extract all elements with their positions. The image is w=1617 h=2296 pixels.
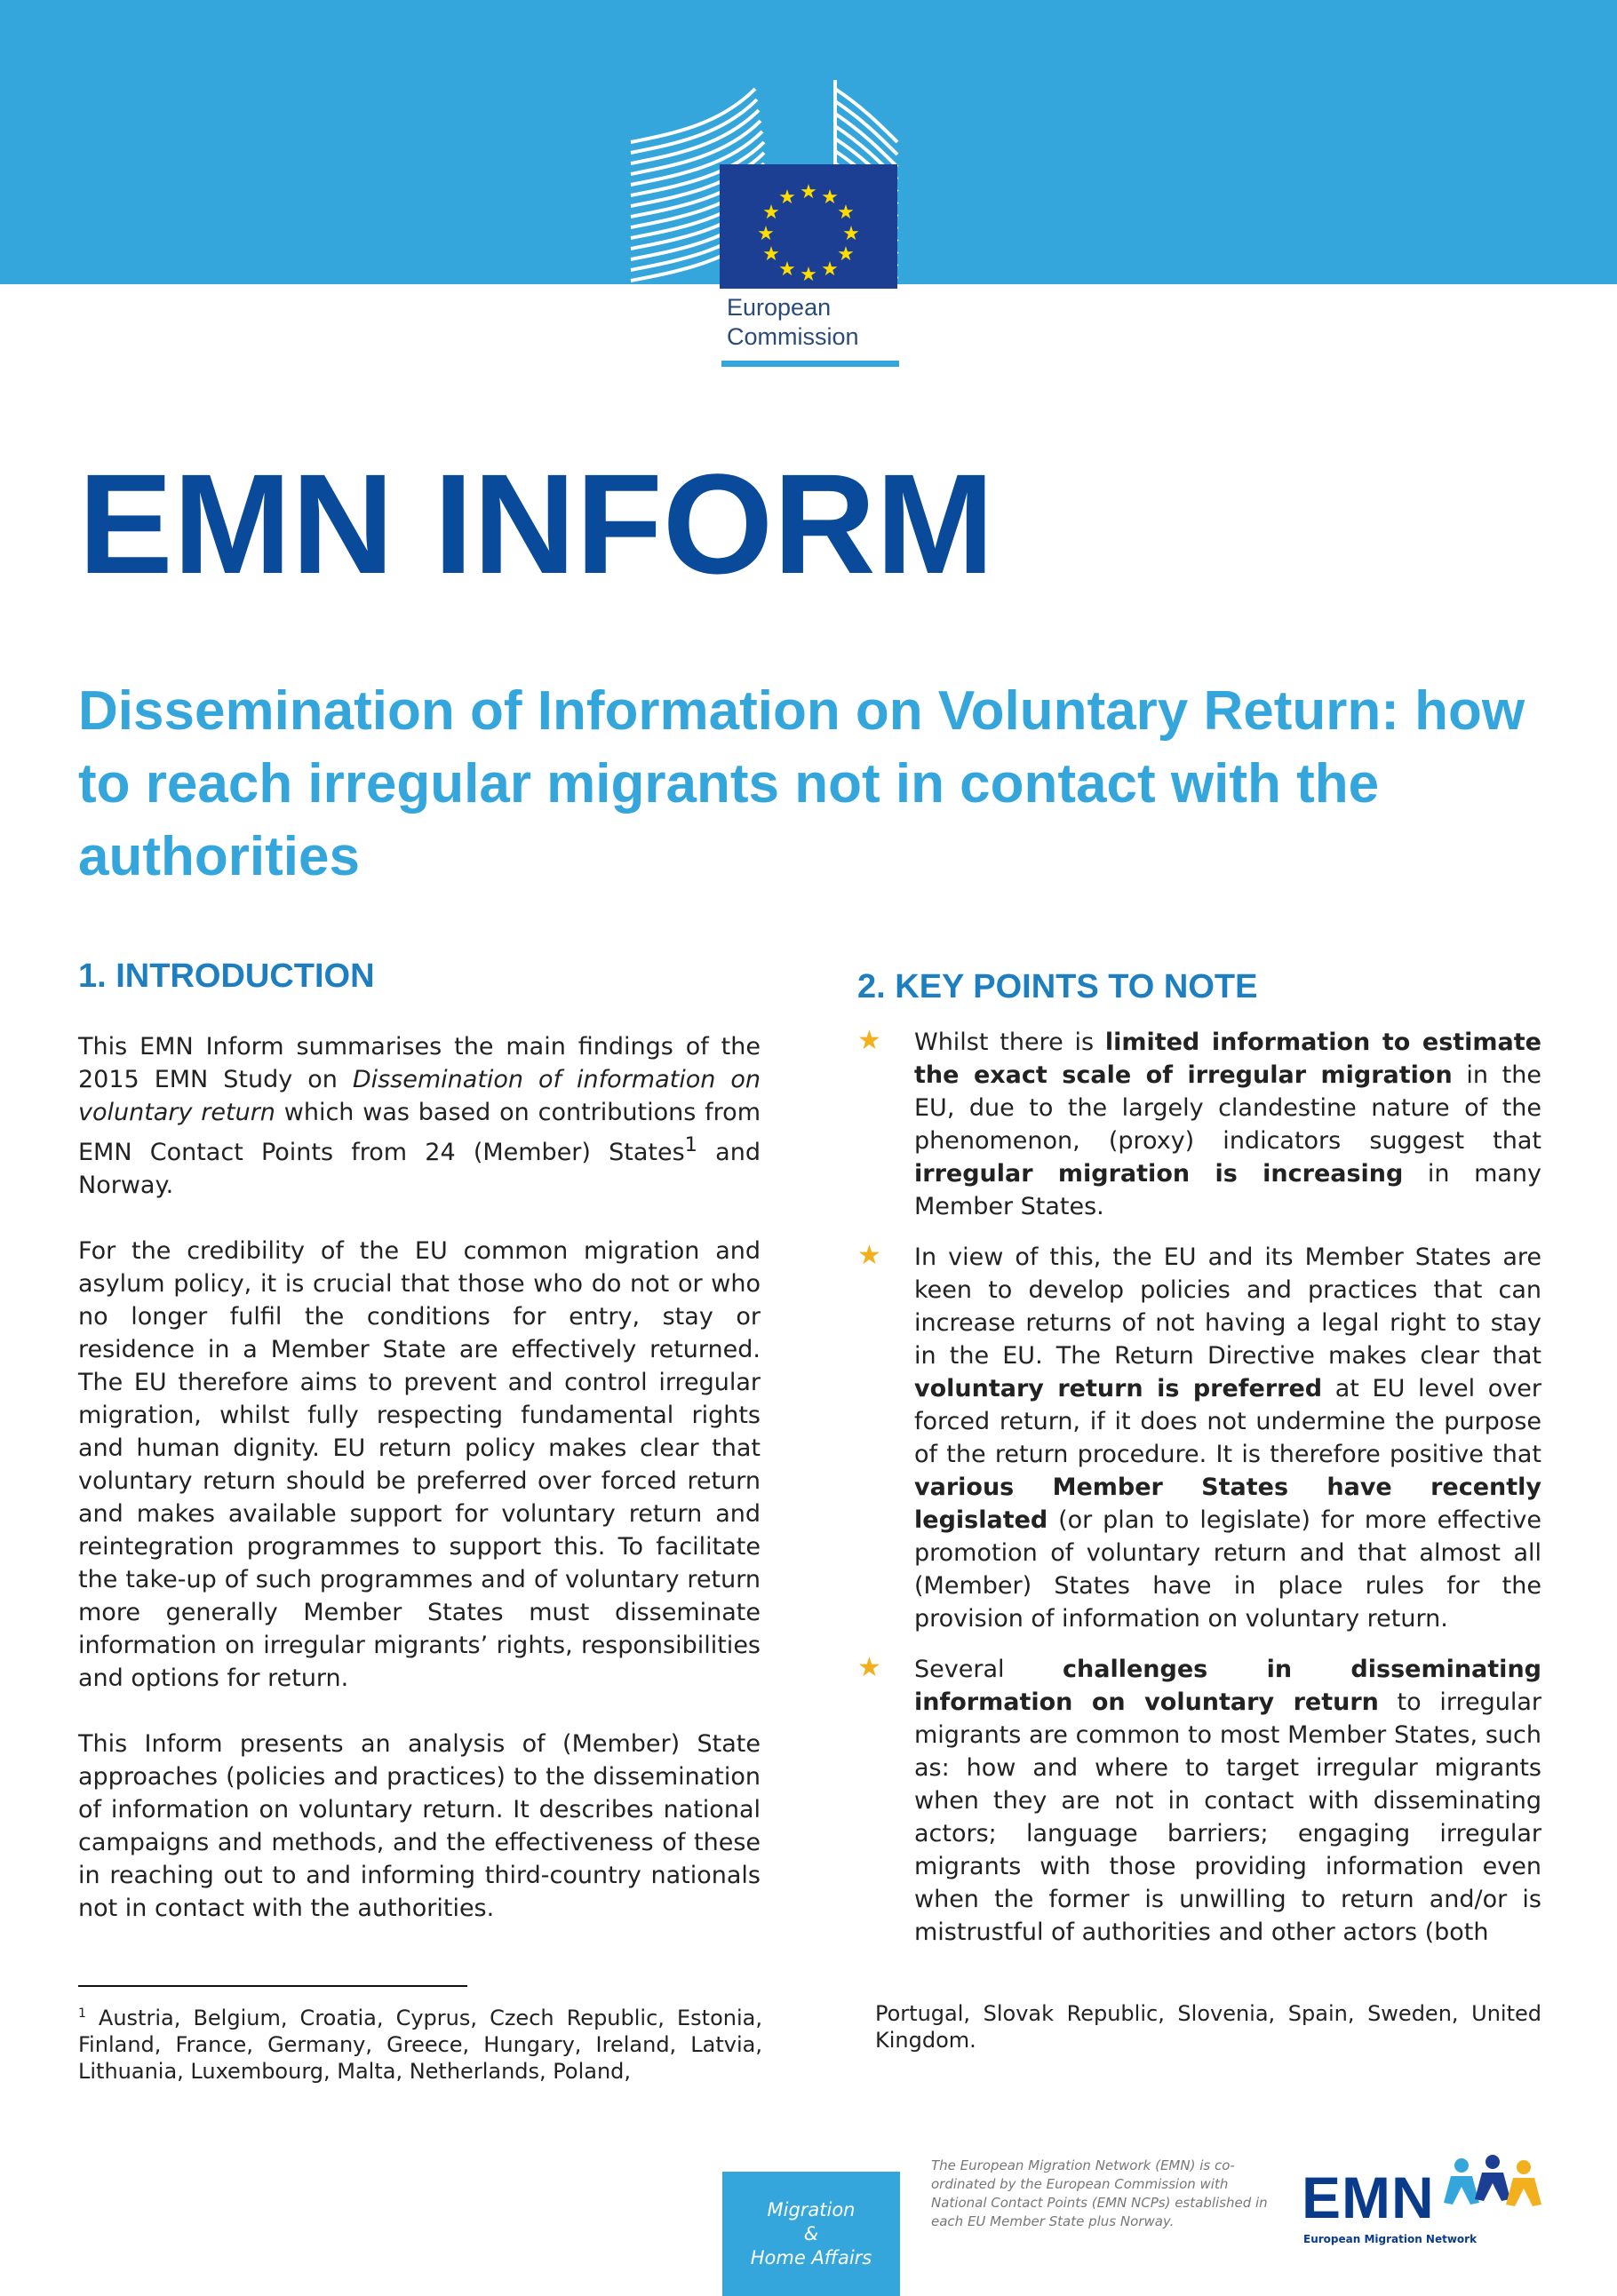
page-subtitle: Dissemination of Information on Voluntary Return: how to reach irregular migrants not in contact with the authorities: [78, 680, 1525, 887]
svg-text:★: ★: [778, 258, 796, 281]
key-points-heading: 2. KEY POINTS TO NOTE: [857, 968, 1258, 1005]
svg-text:★: ★: [821, 187, 839, 209]
footnote-divider: [78, 1985, 467, 1987]
european-commission-logo: [622, 71, 906, 373]
emn-logo: [1302, 2149, 1541, 2256]
emn-coordination-note: The European Migration Network (EMN) is co-ordinated by the European Commission with National Contact Points (EMN NCPs) established in each EU Member State plus Norway.: [931, 2157, 1268, 2229]
svg-text:★: ★: [837, 243, 855, 266]
kp2-text-3: (or plan to legislate) for more effective promotion of voluntary return and that almost all (Member) States have in place rules for the provision of information on voluntary return.: [914, 1506, 1541, 1633]
svg-text:★: ★: [757, 223, 775, 245]
kp3-text-2: to irregular migrants are common to most Member States, such as: how and where to target irregular migrants when they are not in contact with disseminating actors; language barriers; engaging irregular migrants with those providing information even when the former is unwilling to return and/or is mistrustful of authorities and other actors (both: [914, 1688, 1541, 1946]
svg-text:★: ★: [762, 243, 780, 266]
svg-text:★: ★: [762, 202, 780, 224]
key-points-column: [857, 1026, 1541, 1966]
svg-text:★: ★: [837, 202, 855, 224]
kp2-bold-1: voluntary return is preferred: [914, 1375, 1323, 1402]
intro-p1-text-c: and Norway.: [78, 1139, 761, 1199]
star-bullet-icon: ★: [857, 1652, 881, 1683]
footnote-right: Portugal, Slovak Republic, Slovenia, Spain, Sweden, United Kingdom.: [875, 2001, 1541, 2053]
svg-text:★: ★: [800, 181, 817, 203]
european-commission-wordmark: [727, 293, 859, 352]
mh-line-1: Migration: [767, 2198, 856, 2221]
emn-logo-wordmark: EMN: [1302, 2165, 1435, 2230]
intro-paragraph-3: This Inform presents an analysis of (Member) State approaches (policies and practices) to the dissemination of information on voluntary return. It describes national campaigns and methods, and the effectiveness of these in reaching out to and informing third-country nationals not in contact with the authorities.: [78, 1730, 761, 1922]
svg-text:★: ★: [778, 187, 796, 209]
footnote-ref[interactable]: 1: [684, 1133, 697, 1156]
intro-column: [78, 1030, 761, 1958]
kp1-text-2: in the EU, due to the largely clandestine nature of the phenomenon, (proxy) indicators suggest that: [914, 1061, 1541, 1155]
logo-underline: [721, 361, 899, 367]
footnote-marker: 1: [78, 2006, 86, 2021]
org-line-1: European: [727, 294, 832, 321]
kp1-text-3: in many Member States.: [914, 1160, 1542, 1220]
svg-text:★: ★: [821, 258, 839, 281]
title-bold: EMN: [78, 444, 394, 603]
intro-heading: 1. INTRODUCTION: [78, 957, 375, 995]
key-point-3: [857, 1653, 1541, 1949]
eu-flag-icon: [720, 164, 897, 289]
kp2-bold-2: various Member States have recently legislated: [914, 1474, 1541, 1534]
page-title: [78, 444, 995, 603]
key-point-1: [857, 1026, 1541, 1223]
mh-line-2: &: [803, 2222, 819, 2244]
footnote-left: [78, 2000, 762, 2085]
star-bullet-icon: ★: [857, 1240, 881, 1271]
star-bullet-icon: ★: [857, 1025, 881, 1056]
mh-line-3: Home Affairs: [750, 2246, 872, 2268]
org-line-2: Commission: [727, 323, 859, 350]
svg-text:★: ★: [800, 264, 817, 286]
intro-p1-text-b: which was based on contributions from EMN Contact Points from 24 (Member) States: [78, 1099, 761, 1166]
kp1-text-1: Whilst there is: [914, 1029, 1105, 1056]
intro-paragraph-1: [78, 1030, 761, 1202]
kp2-text-1: In view of this, the EU and its Member States are keen to develop policies and practices that can increase returns of not having a legal right to stay in the EU. The Return Directive makes clear that: [914, 1243, 1541, 1370]
title-regular: INFORM: [394, 444, 995, 603]
kp1-bold-1: limited information to estimate the exact scale of irregular migration: [914, 1029, 1541, 1089]
study-title-italic: Dissemination of information on voluntary return: [78, 1066, 761, 1126]
kp1-bold-2: irregular migration is increasing: [914, 1160, 1404, 1188]
kp3-bold-1: challenges in disseminating information on voluntary return: [914, 1656, 1541, 1716]
kp3-text-1: Several: [914, 1656, 1063, 1683]
kp2-text-2: at EU level over forced return, if it does not undermine the purpose of the return procedure. It is therefore positive that: [914, 1375, 1541, 1468]
emn-logo-subtitle: European Migration Network: [1303, 2233, 1478, 2245]
emn-people-icon: [1444, 2149, 1541, 2221]
migration-home-affairs-badge: [722, 2172, 900, 2296]
svg-text:★: ★: [842, 223, 860, 245]
footnote-left-text: Austria, Belgium, Croatia, Cyprus, Czech Republic, Estonia, Finland, France, Germany, Greece, Hungary, Ireland, Latvia, Lithuania, Luxembourg, Malta, Netherlands, Poland,: [78, 2006, 762, 2084]
intro-paragraph-2: For the credibility of the EU common migration and asylum policy, it is crucial that those who do not or who no longer fulfil the conditions for entry, stay or residence in a Member State are effectively returned. The EU therefore aims to prevent and control irregular migration, whilst fully respecting fundamental rights and human dignity. EU return policy makes clear that voluntary return should be preferred over forced return and makes available support for voluntary return and reintegration programmes to support this. To facilitate the take-up of such programmes and of voluntary return more generally Member States must disseminate information on irregular migrants’ rights, responsibilities and options for return.: [78, 1237, 761, 1692]
intro-p1-text-a: This EMN Inform summarises the main findings of the 2015 EMN Study on: [78, 1033, 761, 1093]
key-point-2: [857, 1241, 1541, 1635]
